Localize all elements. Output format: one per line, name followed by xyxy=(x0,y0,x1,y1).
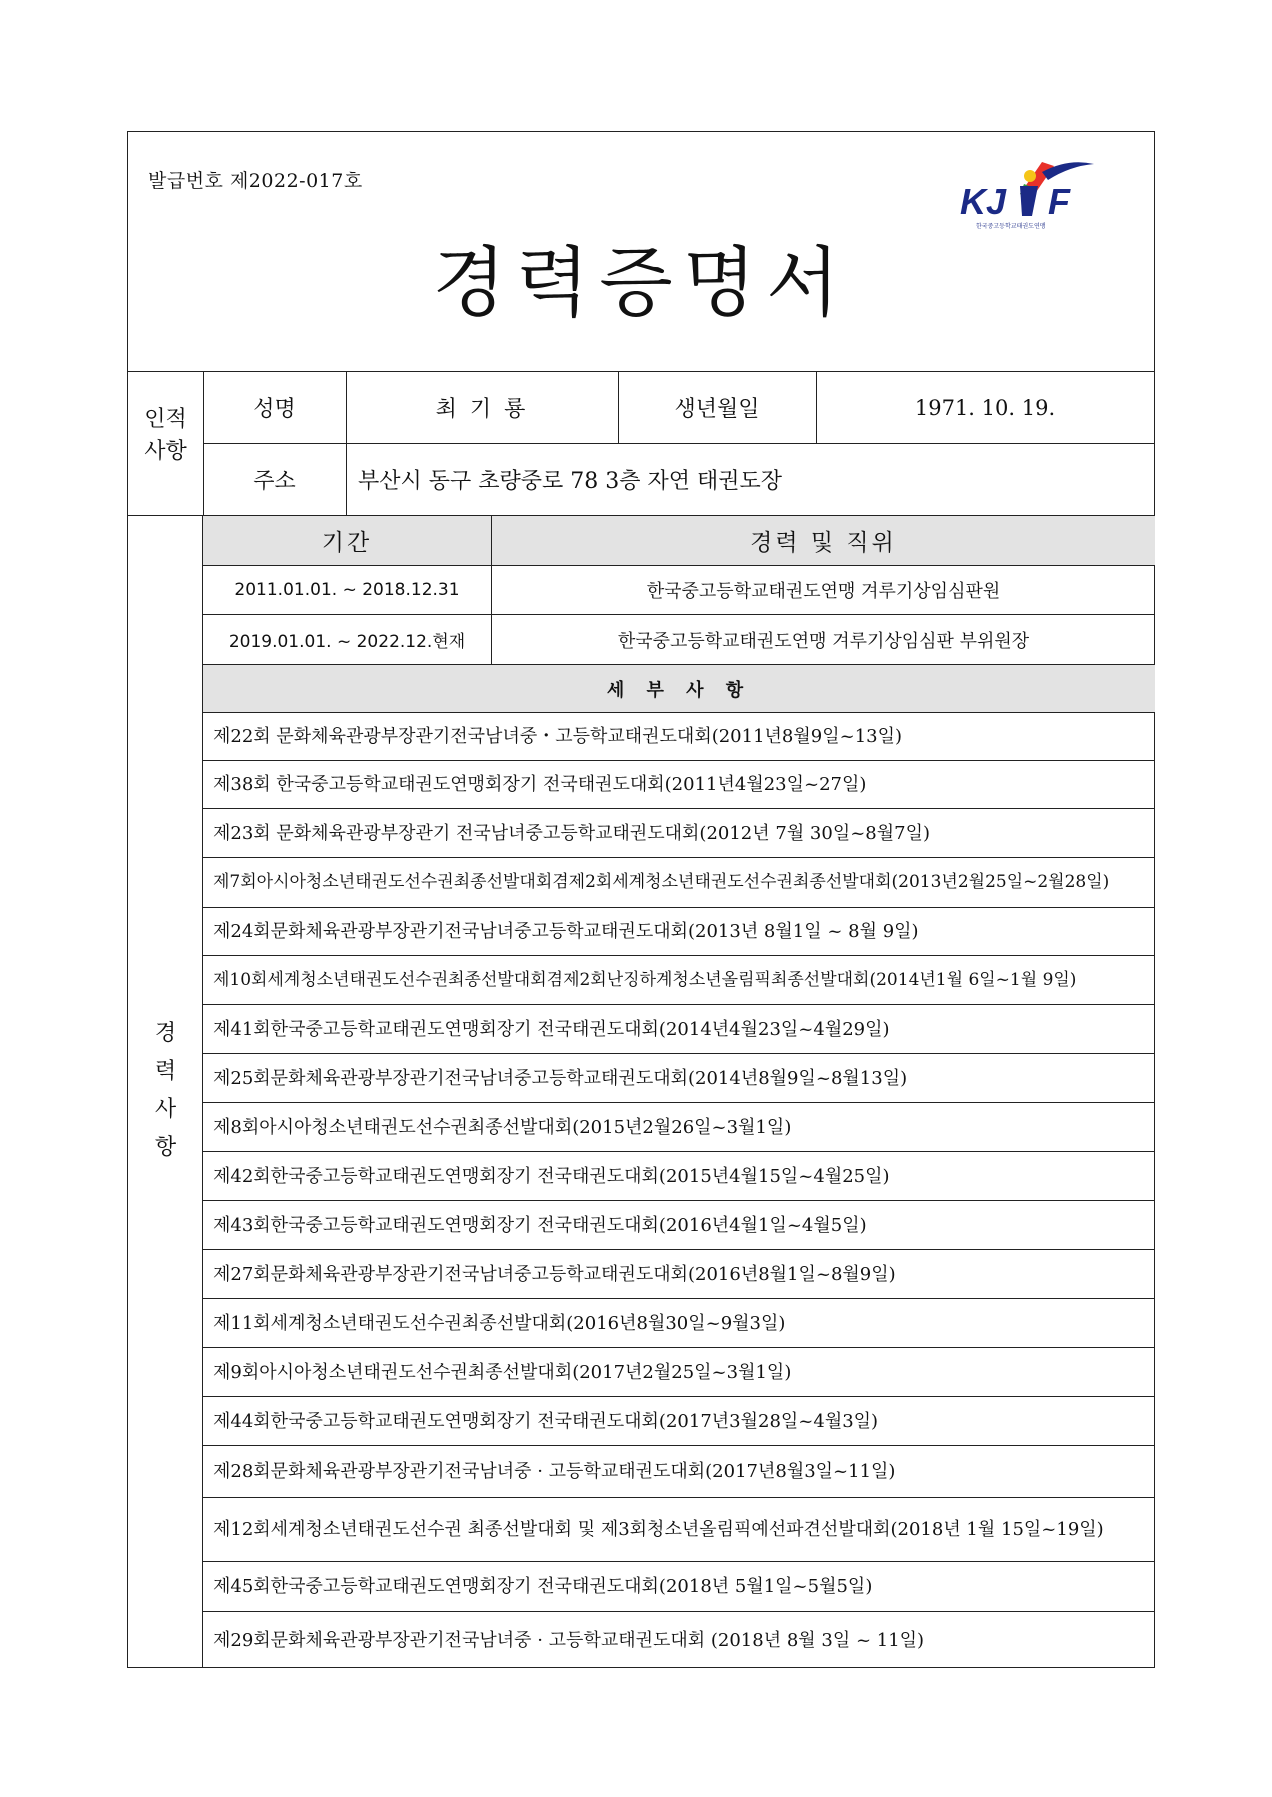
issue-number: 발급번호 제2022-017호 xyxy=(148,170,363,192)
detail-row xyxy=(203,1152,1155,1201)
document-title: 경력증명서 xyxy=(432,238,850,327)
detail-row xyxy=(203,1498,1155,1562)
personal-section-label-2: 사항 xyxy=(144,438,187,464)
detail-text: 제45회한국중고등학교태권도연맹회장기 전국태권도대회(2018년 5월1일~5월5일) xyxy=(213,1576,873,1597)
detail-text: 제43회한국중고등학교태권도연맹회장기 전국태권도대회(2016년4월1일~4월5일) xyxy=(213,1214,867,1236)
career-section xyxy=(128,516,1154,1668)
period-cell: 2011.01.01. ~ 2018.12.31 xyxy=(203,566,492,614)
career-section-label xyxy=(128,516,203,1668)
personal-section-label-1: 인적 xyxy=(144,406,187,432)
career-label-char: 경 xyxy=(154,1021,177,1046)
detail-row xyxy=(203,1446,1155,1498)
detail-text: 제11회세계청소년태권도선수권최종선발대회(2016년8월30일~9월3일) xyxy=(213,1312,786,1334)
detail-text: 제27회문화체육관광부장관기전국남녀중고등학교태권도대회(2016년8월1일~8월9일) xyxy=(213,1263,896,1285)
detail-text: 제22회 문화체육관광부장관기전국남녀중・고등학교태권도대회(2011년8월9일~13일) xyxy=(213,726,903,747)
birth-value: 1971. 10. 19. xyxy=(914,395,1056,420)
career-label-char: 력 xyxy=(154,1059,177,1084)
detail-row xyxy=(203,1005,1155,1054)
detail-text: 제42회한국중고등학교태권도연맹회장기 전국태권도대회(2015년4월15일~4월25일) xyxy=(213,1165,890,1187)
birth-label: 생년월일 xyxy=(674,397,760,422)
certificate-page xyxy=(127,131,1155,1668)
detail-row xyxy=(203,713,1155,761)
career-label-char: 사 xyxy=(154,1097,177,1122)
svg-text:KJ: KJ xyxy=(960,181,1007,222)
detail-row xyxy=(203,1562,1155,1612)
detail-text: 제41회한국중고등학교태권도연맹회장기 전국태권도대회(2014년4월23일~4월29일) xyxy=(213,1018,890,1040)
detail-text: 제29회문화체육관광부장관기전국남녀중 · 고등학교태권도대회 (2018년 8월 3일 ~ 11일) xyxy=(213,1629,925,1651)
position-header: 경력 및 직위 xyxy=(750,530,897,556)
svg-text:한국중고등학교태권도연맹: 한국중고등학교태권도연맹 xyxy=(976,223,1046,230)
detail-text: 제23회 문화체육관광부장관기 전국남녀중고등학교태권도대회(2012년 7월 30일~8월7일) xyxy=(213,822,931,844)
detail-row xyxy=(203,1054,1155,1103)
detail-text: 제25회문화체육관광부장관기전국남녀중고등학교태권도대회(2014년8월9일~8월13일) xyxy=(213,1067,908,1089)
detail-row xyxy=(203,1299,1155,1348)
detail-text: 제24회문화체육관광부장관기전국남녀중고등학교태권도대회(2013년 8월1일 ~ 8월 9일) xyxy=(213,921,919,942)
detail-row xyxy=(203,809,1155,858)
detail-row xyxy=(203,1612,1155,1668)
detail-row xyxy=(203,858,1155,908)
detail-row xyxy=(203,956,1155,1005)
detail-row xyxy=(203,1103,1155,1152)
detail-text: 제38회 한국중고등학교태권도연맹회장기 전국태권도대회(2011년4월23일~27일) xyxy=(213,774,867,795)
details-header: 세 부 사 항 xyxy=(203,665,1155,713)
detail-row xyxy=(203,908,1155,956)
detail-text: 제7회아시아청소년태권도선수권최종선발대회겸제2회세계청소년태권도선수권최종선발대회(2013년2월25일~2월28일) xyxy=(213,872,1110,892)
detail-text: 제10회세계청소년태권도선수권최종선발대회겸제2회난징하계청소년올림픽최종선발대회(2014년1월 6일~1월 9일) xyxy=(213,969,1077,990)
detail-row xyxy=(203,1201,1155,1250)
detail-text: 제12회세계청소년태권도선수권 최종선발대회 및 제3회청소년올림픽예선파견선발대회(2018년 1월 15일~19일) xyxy=(213,1518,1104,1540)
detail-text: 제44회한국중고등학교태권도연맹회장기 전국태권도대회(2017년3월28일~4월3일) xyxy=(213,1410,879,1432)
position-cell: 한국중고등학교태권도연맹 겨루기상임심판원 xyxy=(646,581,1001,602)
kjtf-logo xyxy=(958,154,1098,232)
name-label: 성명 xyxy=(253,397,296,422)
detail-text: 제8회아시아청소년태권도선수권최종선발대회(2015년2월26일~3월1일) xyxy=(213,1116,792,1138)
detail-row xyxy=(203,761,1155,809)
address-label: 주소 xyxy=(253,468,296,494)
period-header: 기간 xyxy=(203,516,492,565)
name-value: 최 기 룡 xyxy=(435,397,529,422)
detail-row xyxy=(203,1348,1155,1397)
kjtf-logo-graphic xyxy=(958,154,1098,232)
position-row xyxy=(203,615,1155,665)
personal-info-section xyxy=(128,371,1154,516)
detail-text: 제9회아시아청소년태권도선수권최종선발대회(2017년2월25일~3월1일) xyxy=(213,1361,792,1383)
position-row xyxy=(203,566,1155,615)
detail-row xyxy=(203,1397,1155,1446)
detail-text: 제28회문화체육관광부장관기전국남녀중 · 고등학교태권도대회(2017년8월3일~11일) xyxy=(213,1461,896,1482)
period-cell: 2019.01.01. ~ 2022.12.현재 xyxy=(203,615,492,664)
address-value: 부산시 동구 초량중로 78 3층 자연 태권도장 xyxy=(358,468,782,494)
detail-row xyxy=(203,1250,1155,1299)
svg-text:F: F xyxy=(1048,181,1070,222)
position-cell: 한국중고등학교태권도연맹 겨루기상임심판 부위원장 xyxy=(617,630,1030,652)
career-table-header xyxy=(203,516,1155,566)
career-label-char: 항 xyxy=(154,1135,177,1160)
